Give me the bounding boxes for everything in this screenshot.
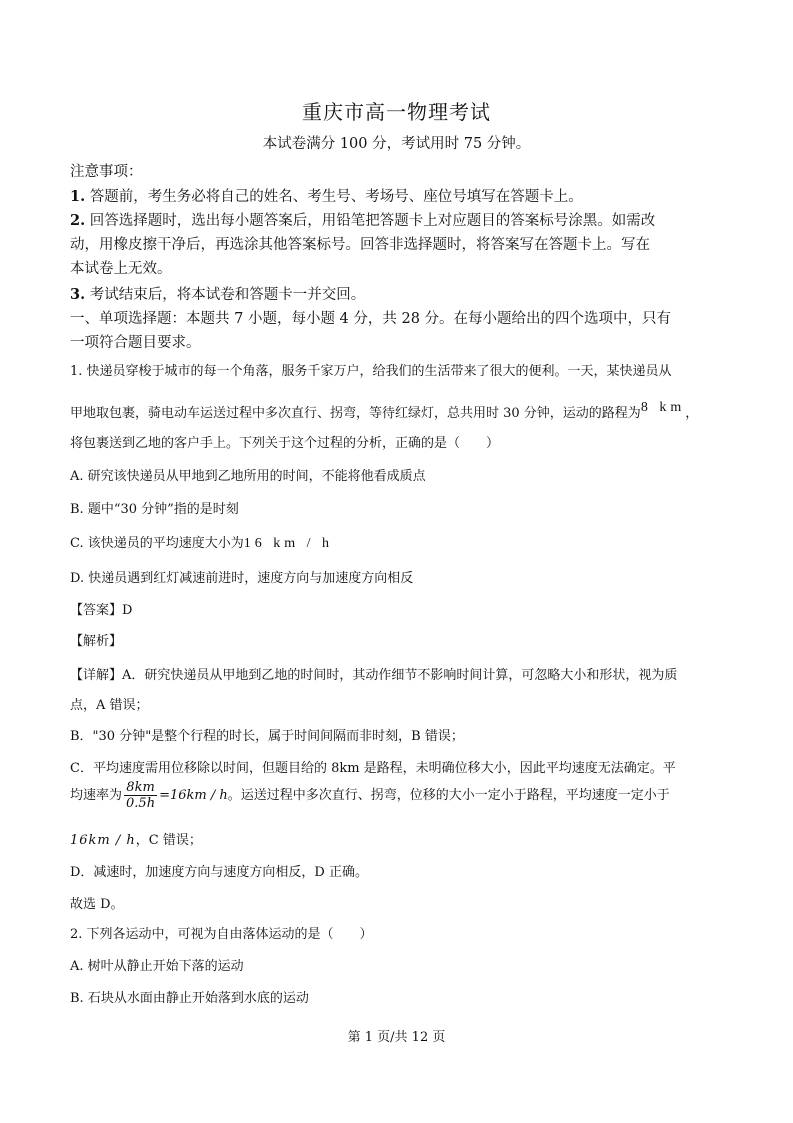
note-2-text: 回答选择题时，选出每小题答案后，用铅笔把答题卡上对应题目的答案标号涂黑。如需改 — [89, 213, 656, 229]
q2-option-b: B. 石块从水面由静止开始落到水底的运动 — [70, 991, 309, 1006]
page-title: 重庆市高一物理考试 — [302, 100, 491, 124]
section-heading: 一、单项选择题：本题共 7 小题，每小题 4 分，共 28 分。在每小题给出的四个选项中，只有 — [70, 311, 672, 327]
q2-stem: 2. 下列各运动中，可视为自由落体运动的是（ ） — [70, 927, 373, 942]
q1-detail-line-5 — [70, 780, 670, 811]
q1-fraction — [124, 780, 157, 811]
q1-fraction-denominator: 0.5h — [126, 796, 156, 811]
note-1 — [70, 185, 583, 206]
q1-detail-speed-value: 16km / h — [70, 833, 136, 848]
q1-detail-line-2: 点，A 错误； — [70, 698, 149, 713]
q1-stem: 1. 快递员穿梭于城市的每一个角落，服务千家万户，给我们的生活带来了很大的便利。一天，某快递员从 — [70, 364, 672, 379]
q1-detail-line-6-post: ，C 错误； — [135, 833, 202, 848]
note-2 — [70, 209, 655, 230]
q1-speed-value: 16 km / h — [243, 536, 334, 551]
note-3-number: 3. — [70, 286, 86, 303]
note-3-text: 考试结束后，将本试卷和答题卡一并交回。 — [89, 287, 366, 303]
q1-option-c — [70, 532, 333, 552]
q1-option-c-text: C. 该快递员的平均速度大小为 — [70, 536, 244, 551]
section-heading-line-2: 一项符合题目要求。 — [70, 335, 201, 351]
q1-fraction-numerator: 8km — [124, 780, 157, 796]
q1-option-a: A. 研究该快递员从甲地到乙地所用的时间，不能将他看成质点 — [70, 469, 426, 484]
q1-option-d: D. 快递员遇到红灯减速前进时，速度方向与加速度方向相反 — [70, 571, 414, 586]
q1-distance-value: 8 km — [640, 400, 686, 415]
q1-detail-line-4: C．平均速度需用位移除以时间，但题目给的 8km 是路程，未明确位移大小，因此平均速度无法确定。平 — [70, 761, 676, 776]
q1-stem-text: 甲地取包裹，骑电动车运送过程中多次直行、拐弯，等待红绿灯，总共用时 30 分钟，运动的路程为 — [70, 406, 641, 421]
q1-fraction-result: =16km / h — [159, 788, 228, 803]
q1-answer: 【答案】D — [70, 603, 133, 618]
note-2-line-3: 本试卷上无效。 — [70, 261, 172, 277]
note-2-number: 2. — [70, 212, 86, 229]
q1-detail-line-5-pre: 均速率为 — [70, 788, 123, 803]
note-2-line-2: 动，用橡皮擦干净后，再选涂其他答案标号。回答非选择题时，将答案写在答题卡上。写在 — [70, 237, 650, 253]
note-1-text: 答题前，考生务必将自己的姓名、考生号、考场号、座位号填写在答题卡上。 — [89, 189, 583, 205]
q1-stem-punct: ， — [685, 406, 699, 421]
q1-detail-line-1: 【详解】A．研究快递员从甲地到乙地的时间时，其动作细节不影响时间计算，可忽略大小和形状，视为质 — [70, 668, 678, 683]
q1-stem-line-2 — [70, 402, 698, 422]
q1-analysis-heading: 【解析】 — [70, 634, 123, 649]
q2-option-a: A. 树叶从静止开始下落的运动 — [70, 959, 244, 974]
note-3 — [70, 283, 365, 304]
q1-detail-line-8: 故选 D。 — [70, 897, 124, 912]
note-1-number: 1. — [70, 188, 86, 205]
q1-detail-line-5-post: 。运送过程中多次直行、拐弯，位移的大小一定小于路程，平均速度一定小于 — [227, 788, 670, 803]
q1-stem-line-3: 将包裹送到乙地的客户手上。下列关于这个过程的分析，正确的是（ ） — [70, 436, 500, 451]
q1-detail-line-6 — [70, 829, 202, 848]
page-footer: 第 1 页/共 12 页 — [347, 1030, 446, 1045]
q1-detail-line-3: B．"30 分钟"是整个行程的时长，属于时间间隔而非时刻，B 错误； — [70, 729, 464, 744]
q1-detail-line-7: D．减速时，加速度方向与速度方向相反，D 正确。 — [70, 865, 368, 880]
q1-option-b: B. 题中“30 分钟”指的是时刻 — [70, 502, 239, 517]
page-subtitle: 本试卷满分 100 分，考试用时 75 分钟。 — [262, 136, 531, 152]
notes-heading: 注意事项： — [70, 164, 143, 180]
